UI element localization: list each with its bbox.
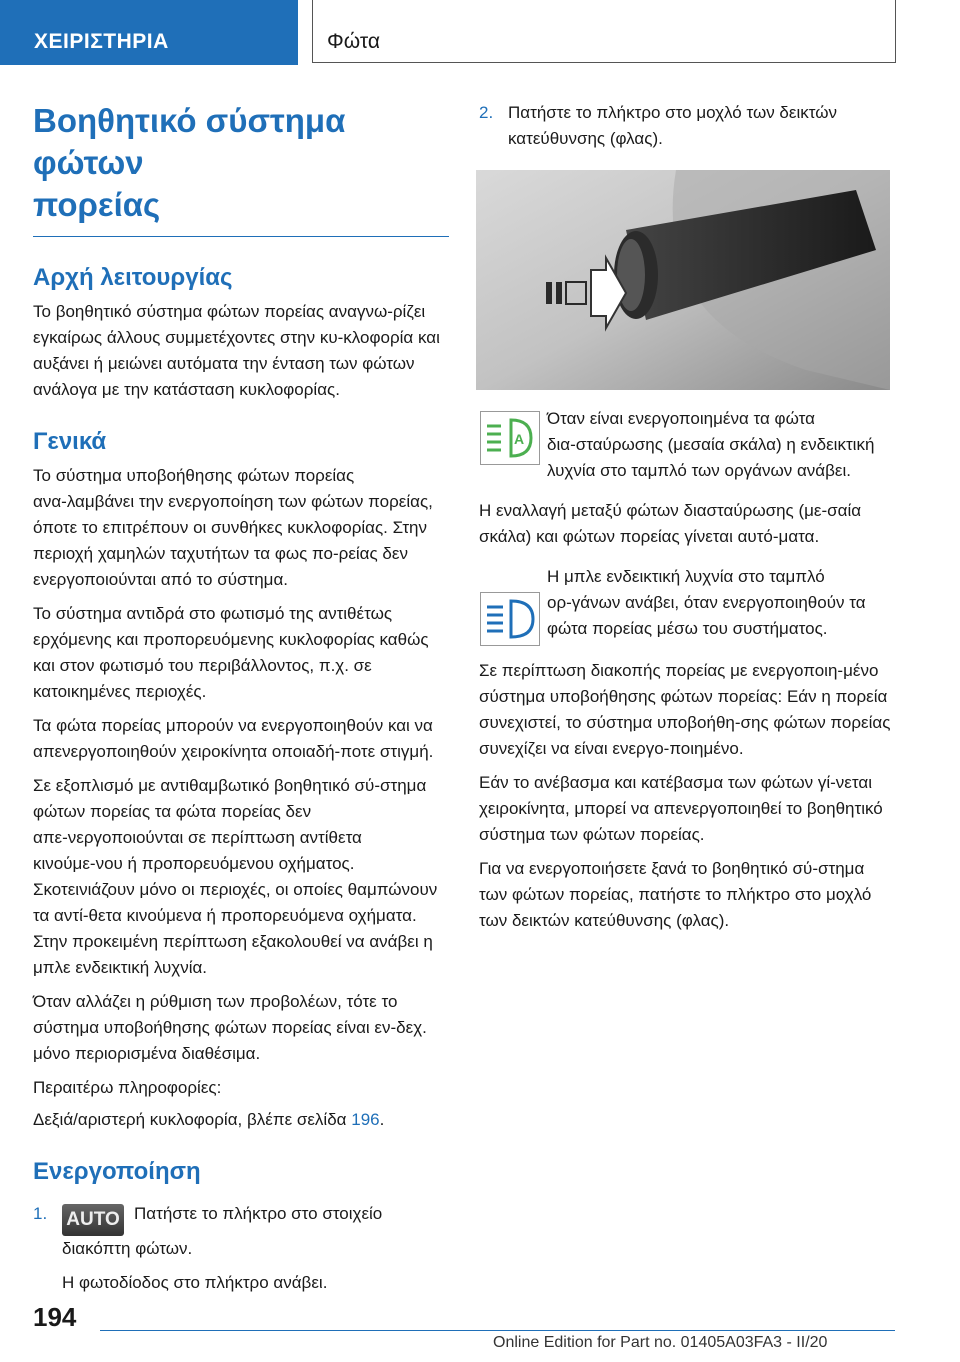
step-1-number: 1. bbox=[33, 1204, 48, 1223]
page-number: 194 bbox=[33, 1302, 77, 1332]
general-paragraph-2: Το σύστημα αντιδρά στο φωτισμό της αντιθέτως ερχόμενης και προπορευόμενης κυκλοφορίας καθώς και στον φωτισμό του περιβάλλοντος, π.χ. σε κατοικημένες περιοχές. bbox=[33, 604, 429, 701]
step-2 bbox=[479, 100, 895, 152]
note-indicator-green: Όταν είναι ενεργοποιημένα τα φώτα δια‑σταύρωσης (μεσαία σκάλα) η ενδεικτική λυχνία στο ταμπλό των οργάνων ανάβει. bbox=[547, 409, 875, 480]
general-paragraph-3: Τα φώτα πορείας μπορούν να ενεργοποιηθούν και να απενεργοποιηθούν χειροκίνητα οποιαδή‑ποτε στιγμή. bbox=[33, 716, 434, 761]
principle-heading: Αρχή λειτουργίας bbox=[33, 264, 233, 291]
interrupt-text: Σε περίπτωση διακοπής πορείας με ενεργοποιη‑μένο σύστημα υποβοήθησης φώτων πορείας: Εάν η πορεία συνεχιστεί, το σύστημα υποβοήθη‑σης φώτων πορείας συνεχίζει να είναι ενεργο‑ποιημένο. bbox=[479, 661, 891, 758]
activation-heading: Ενεργοποίηση bbox=[33, 1158, 201, 1185]
more-info-text: Δεξιά/αριστερή κυκλοφορία, βλέπε σελίδα bbox=[33, 1110, 347, 1129]
left-column bbox=[33, 100, 449, 1296]
svg-text:A: A bbox=[514, 431, 525, 447]
footer-edition: Online Edition for Part no. 01405A03FA3 - II/20 bbox=[493, 1334, 828, 1351]
principle-text: Το βοηθητικό σύστημα φώτων πορείας αναγνω‑ρίζει εγκαίρως άλλους συμμετέχοντες στην κυ‑κλοφορία και αυξάνει ή μειώνει αυτόματα την ένταση των φώτων ανάλογα με την κατάσταση κυκλοφορίας. bbox=[33, 302, 440, 399]
right-column bbox=[479, 100, 895, 152]
page-link-196[interactable]: 196 bbox=[351, 1110, 380, 1129]
activation-steps-cont bbox=[479, 100, 895, 152]
note-indicator-blue: Η μπλε ενδεικτική λυχνία στο ταμπλό ορ‑γάνων ανάβει, όταν ενεργοποιηθούν τα φώτα πορείας μέσω του συστήματος. bbox=[547, 567, 866, 638]
general-paragraph-5: Όταν αλλάζει η ρύθμιση των προβολέων, τότε το σύστημα υποβοήθησης φώτων πορείας είναι εν‑δεχ. μόνο περιορισμένα διαθέσιμα. bbox=[33, 992, 427, 1063]
more-info-label: Περαιτέρω πληροφορίες: bbox=[33, 1078, 222, 1097]
step-2-text: Πατήστε το πλήκτρο στο μοχλό των δεικτών κατεύθυνσης (φλας). bbox=[508, 103, 838, 148]
step-1-line bbox=[62, 1201, 449, 1262]
step-2-number: 2. bbox=[479, 103, 494, 122]
turn-signal-lever-image bbox=[476, 170, 890, 390]
right-column-lower bbox=[479, 406, 895, 934]
activation-steps bbox=[33, 1201, 449, 1296]
page-title-line2: πορείας bbox=[33, 186, 161, 223]
page-title bbox=[33, 100, 449, 237]
step-1-sub: Η φωτοδίοδος στο πλήκτρο ανάβει. bbox=[62, 1273, 328, 1292]
header-section-title: Φώτα bbox=[312, 0, 896, 63]
step-1 bbox=[33, 1201, 449, 1296]
general-heading: Γενικά bbox=[33, 428, 107, 455]
switch-text: Η εναλλαγή μεταξύ φώτων διασταύρωσης (με‑σαία σκάλα) και φώτων πορείας γίνεται αυτό‑ματα. bbox=[479, 501, 862, 546]
auto-button-icon: AUTO bbox=[62, 1204, 124, 1236]
more-info-line: Δεξιά/αριστερή κυκλοφορία, βλέπε σελίδα 196. bbox=[33, 1110, 385, 1129]
page-title-line1: Βοηθητικό σύστημα φώτων bbox=[33, 102, 346, 181]
step-1-text: Πατήστε το πλήκτρο στο στοιχείο διακόπτη φώτων. bbox=[62, 1204, 383, 1258]
manual-text: Εάν το ανέβασμα και κατέβασμα των φώτων γί‑νεται χειροκίνητα, μπορεί να απενεργοποιηθεί το βοηθητικό σύστημα των φώτων πορείας. bbox=[479, 773, 883, 844]
high-beam-blue-icon bbox=[480, 592, 540, 646]
header-tab: ΧΕΙΡΙΣΤΗΡΙΑ bbox=[0, 0, 298, 65]
footer-divider bbox=[100, 1330, 895, 1331]
general-paragraph-1: Το σύστημα υποβοήθησης φώτων πορείας ανα‑λαμβάνει την ενεργοποίηση των φώτων πορείας, όποτε το επιτρέπουν οι συνθήκες κυκλοφορίας. Στην περιοχή χαμηλών ταχυτήτων τα φως πο‑ρείας δεν ενεργοποιούνται από το σύστημα. bbox=[33, 466, 433, 589]
reactivate-text: Για να ενεργοποιήσετε ξανά το βοηθητικό σύ‑στημα των φώτων πορείας, πατήστε το πλήκτρο στο μοχλό των δεικτών κατεύθυνσης (φλας). bbox=[479, 859, 872, 930]
general-paragraph-4: Σε εξοπλισμό με αντιθαμβωτικό βοηθητικό σύ‑στημα φώτων πορείας τα φώτα πορείας δεν απε‑νεργοποιούνται σε περίπτωση αντίθετα κινούμε‑νου ή προπορευόμενου οχήματος. Σκοτεινιάζουν μόνο οι περιοχές, οι οποίες θαμπώνουν τα αντί‑θετα κινούμενα ή προπορευόμενα οχήματα. Στην προκειμένη περίπτωση εξακολουθεί να ανάβει η μπλε ενδεικτική λυχνία. bbox=[33, 776, 438, 977]
